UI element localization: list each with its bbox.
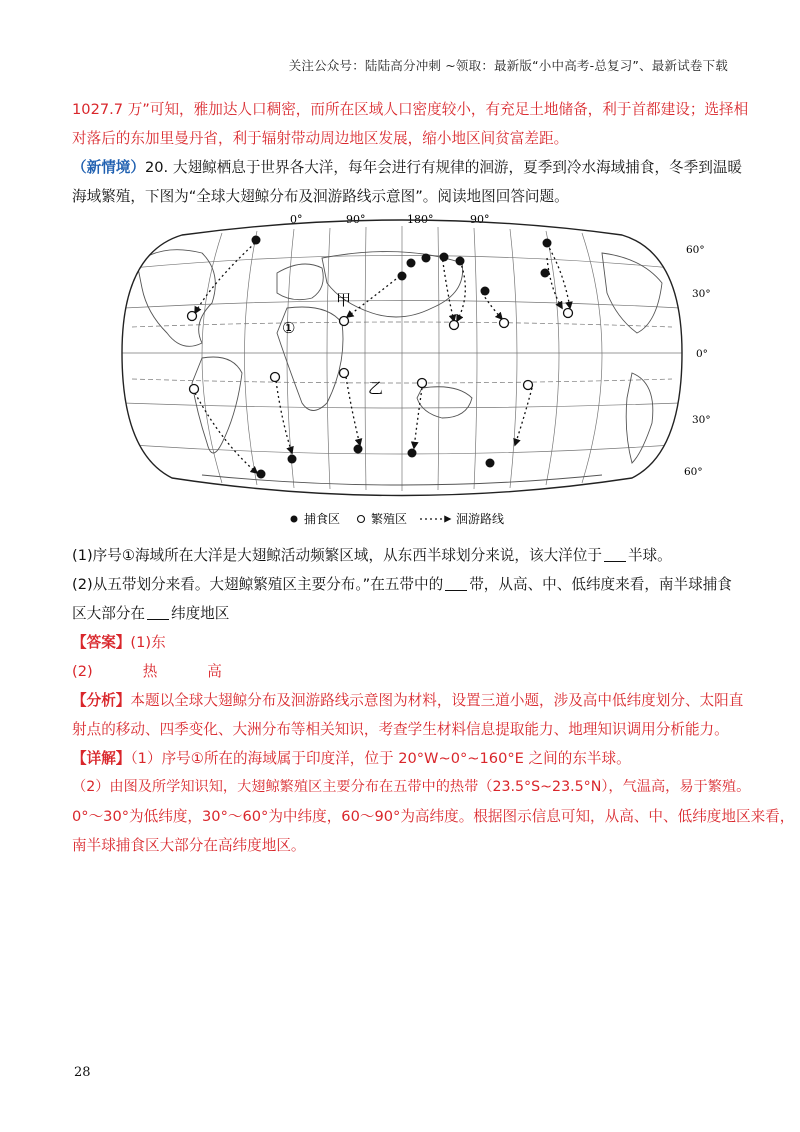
sub1-text-b: 半球。 [627, 547, 672, 564]
legend-feeding-label: 捕食区 [304, 512, 341, 526]
prev-answer-line-2: 对落后的东加里曼丹省，利于辐射带动周边地区发展，缩小地区间贫富差距。 [72, 130, 569, 147]
label-circle-1: ① [282, 319, 296, 337]
question-tag: （新情境） [72, 159, 145, 176]
page-header: 关注公众号：陆陆高分冲刺 ~领取：最新版“小中高考-总复习”、最新试卷下载 [288, 58, 728, 73]
label-yi: 乙 [368, 379, 384, 397]
lon-label-180: 180° [407, 213, 434, 226]
analysis-line-2: 射点的移动、四季变化、大洲分布等相关知识，考查学生材料信息提取能力、地理知识调用分析能力。 [72, 721, 729, 738]
lon-label-90w: 90° [470, 213, 490, 226]
sub2-text-c: 区大部分在 [72, 605, 145, 622]
label-jia: 甲 [336, 291, 352, 309]
answer-part-2-num: (2) [72, 663, 93, 680]
breeding-circle [524, 381, 533, 390]
breeding-circle [564, 309, 573, 318]
analysis-line-1 [72, 686, 744, 715]
map-legend [291, 511, 505, 526]
feeding-dot [422, 254, 431, 263]
feeding-dot [440, 253, 449, 262]
breeding-circle [190, 385, 199, 394]
feeding-dot [288, 455, 297, 464]
lat-label-30s: 30° [692, 414, 711, 426]
breeding-circle [450, 321, 459, 330]
page-number: 28 [74, 1065, 91, 1080]
answer-tag: 【答案】 [72, 634, 131, 651]
feeding-dot [481, 287, 490, 296]
question-stem-text-1: 大翅鲸栖息于世界各大洋，每年会进行有规律的洄游，夏季到冷水海域捕食，冬季到温暖 [172, 159, 743, 176]
legend-route-label: 洄游路线 [456, 512, 505, 526]
detail-line-3: 0°～30°为低纬度，30°～60°为中纬度，60～90°为高纬度。根据图示信息可知，从高、中、低纬度地区来看， [72, 808, 795, 825]
lat-label-30n: 30° [692, 288, 711, 300]
lon-label-90: 90° [346, 213, 366, 226]
feeding-dot [408, 449, 417, 458]
answer-part-1: (1)东 [130, 634, 166, 651]
sub2-text-a: (2)从五带划分来看。大翅鲸繁殖区主要分布。”在五带中的 [72, 576, 444, 593]
feeding-dot [354, 445, 363, 454]
sub1-blank [604, 547, 626, 562]
feeding-dot [257, 470, 266, 479]
answer-part-2-a: 热 [142, 663, 158, 680]
page-content [72, 95, 795, 860]
lon-label-0: 0° [290, 213, 303, 226]
breeding-circle [188, 312, 197, 321]
legend-feeding-dot [291, 516, 298, 523]
feeding-dot [407, 259, 416, 268]
legend-breeding-label: 繁殖区 [371, 512, 408, 526]
legend-breeding-circle [358, 516, 365, 523]
graticule [122, 226, 682, 491]
feeding-dot [543, 239, 552, 248]
breeding-circle [500, 319, 509, 328]
question-stem-line-1 [72, 153, 743, 182]
answer-part-2-b: 高 [207, 663, 222, 680]
sub1-text-a: (1)序号①海域所在大洋是大翅鲸活动频繁区域，从东西半球划分来说，该大洋位于 [72, 547, 602, 564]
answer-line-2 [72, 657, 732, 686]
migration-routes [195, 243, 570, 473]
detail-tag: 【详解】 [72, 750, 131, 767]
sub-question-1 [72, 541, 732, 570]
feeding-dot [541, 269, 550, 278]
detail-line-1 [72, 744, 732, 773]
question-number: 20. [144, 159, 169, 176]
whale-migration-map [72, 213, 732, 533]
answer-line-1 [72, 628, 732, 657]
feeding-dot [486, 459, 495, 468]
sub-question-2 [72, 570, 732, 599]
lat-label-60n: 60° [686, 244, 705, 256]
analysis-tag: 【分析】 [72, 692, 131, 709]
lat-label-60s: 60° [684, 466, 703, 478]
question-stem-line-2: 海域繁殖，下图为“全球大翅鲸分布及洄游路线示意图”。阅读地图回答问题。 [72, 188, 569, 205]
sub2-blank-2 [147, 605, 169, 620]
lat-label-0: 0° [696, 348, 708, 360]
feeding-dot [398, 272, 407, 281]
detail-line-4: 南半球捕食区大部分在高纬度地区。 [72, 837, 306, 854]
feeding-dot [252, 236, 261, 245]
breeding-circle [271, 373, 280, 382]
breeding-circle [340, 369, 349, 378]
feeding-areas [252, 236, 552, 479]
breeding-circle [340, 317, 349, 326]
breeding-circle [418, 379, 427, 388]
sub2-text-d: 纬度地区 [170, 605, 230, 622]
feeding-dot [456, 257, 465, 266]
detail-text-1: （1）序号①所在的海域属于印度洋，位于 20°W~0°~160°E 之间的东半球。 [130, 750, 631, 767]
sub-question-2-cont [72, 599, 732, 628]
analysis-text-1: 本题以全球大翅鲸分布及洄游路线示意图为材料，设置三道小题，涉及高中低纬度划分、太阳直 [130, 692, 744, 709]
sub2-blank-1 [445, 576, 467, 591]
detail-line-2: （2）由图及所学知识知，大翅鲸繁殖区主要分布在五带中的热带（23.5°S~23.5°N），气温高，易于繁殖。 [72, 779, 751, 795]
prev-answer-line-1: 1027.7 万”可知，雅加达人口稠密，而所在区域人口密度较小，有充足土地储备，利于首都建设；选择相 [72, 101, 749, 118]
sub2-text-b: 带，从高、中、低纬度来看，南半球捕食 [469, 576, 732, 593]
map-svg [72, 213, 732, 533]
